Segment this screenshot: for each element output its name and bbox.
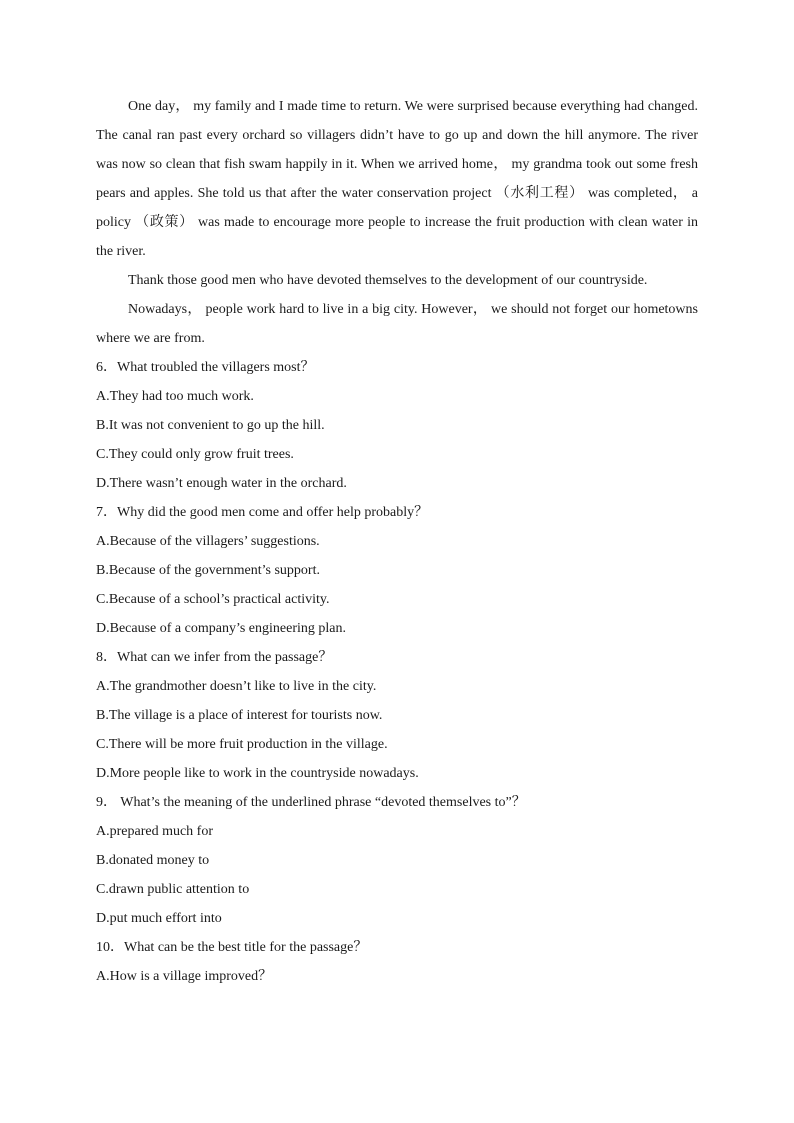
answer-option: C.Because of a school’s practical activity. — [96, 592, 330, 607]
answer-option: C.They could only grow fruit trees. — [96, 447, 294, 462]
answer-option: A.How is a village improved？ — [96, 969, 273, 984]
question-6 — [96, 353, 698, 498]
question-stem: 7．Why did the good men come and offer help probably？ — [96, 505, 429, 520]
document-page — [96, 92, 698, 991]
answer-option: A.Because of the villagers’ suggestions. — [96, 534, 320, 549]
answer-option: A.They had too much work. — [96, 389, 254, 404]
question-stem: 6．What troubled the villagers most？ — [96, 360, 315, 375]
answer-option: D.Because of a company’s engineering plan. — [96, 621, 346, 636]
question-10 — [96, 933, 698, 991]
question-9 — [96, 788, 698, 933]
answer-option: D.There wasn’t enough water in the orchard. — [96, 476, 347, 491]
answer-option: B.It was not convenient to go up the hill. — [96, 418, 325, 433]
answer-option: B.The village is a place of interest for tourists now. — [96, 708, 383, 723]
question-7 — [96, 498, 698, 643]
answer-option: B.donated money to — [96, 853, 210, 868]
passage-paragraph: Thank those good men who have devoted themselves to the development of our countryside. — [128, 273, 648, 288]
answer-option: B.Because of the government’s support. — [96, 563, 320, 578]
answer-option: C.There will be more fruit production in the village. — [96, 737, 388, 752]
answer-option: A.The grandmother doesn’t like to live in the city. — [96, 679, 377, 694]
answer-option: C.drawn public attention to — [96, 882, 250, 897]
answer-option: A.prepared much for — [96, 824, 214, 839]
passage-paragraph: One day， my family and I made time to return. We were surprised because everything had changed. The canal ran past every orchard so villagers didn’t have to go up and down the hill anymore. The river was now so clean that fish swam happily in it. When we arrived home， my grandma took out some fresh pears and apples. She told us that after the water conservation project （水利工程） was completed， a policy （政策） was made to encourage more people to increase the fruit production with clean water in the river. — [96, 99, 698, 259]
question-stem: 10．What can be the best title for the passage？ — [96, 940, 368, 955]
question-8 — [96, 643, 698, 788]
question-stem: 8．What can we infer from the passage？ — [96, 650, 333, 665]
question-stem: 9． What’s the meaning of the underlined phrase “devoted themselves to”？ — [96, 795, 526, 810]
answer-option: D.put much effort into — [96, 911, 222, 926]
answer-option: D.More people like to work in the countryside nowadays. — [96, 766, 419, 781]
passage-paragraph: Nowadays， people work hard to live in a big city. However， we should not forget our hometowns where we are from. — [96, 302, 698, 346]
